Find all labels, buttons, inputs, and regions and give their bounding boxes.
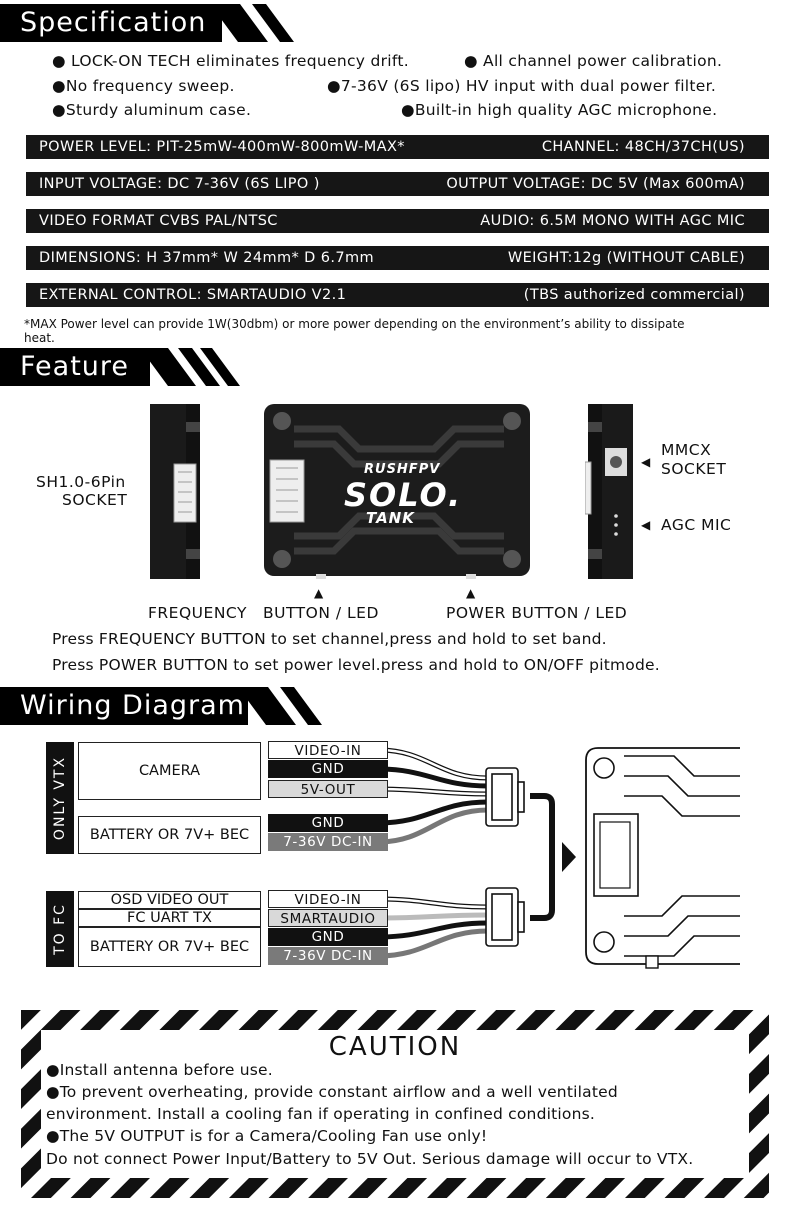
spec-row-power — [26, 135, 769, 159]
caution-line-5: Do not connect Power Input/Battery to 5V Out. Serious damage will occur to VTX. — [46, 1150, 694, 1168]
wire-dc-in-2: 7-36V DC-IN — [268, 947, 388, 965]
caution-line-1: ●Install antenna before use. — [46, 1061, 273, 1079]
spec-external-control: EXTERNAL CONTROL: SMARTAUDIO V2.1 — [39, 287, 347, 303]
vtx-side-view-right — [585, 404, 635, 580]
feature-title: Feature — [0, 348, 150, 386]
specification-header — [0, 4, 300, 42]
camera-box — [78, 742, 261, 800]
vtx-partial-view — [584, 746, 740, 972]
spec-power-level: POWER LEVEL: PIT-25mW-400mW-800mW-MAX* — [39, 139, 405, 155]
fc-uart-tx-box — [78, 909, 261, 927]
wire-gnd-3: GND — [268, 928, 388, 946]
fc-uart-tx-label: FC UART TX — [127, 910, 212, 926]
wire-smartaudio: SMARTAUDIO — [268, 909, 388, 927]
osd-video-out-label: OSD VIDEO OUT — [110, 892, 229, 908]
osd-video-out-box — [78, 891, 261, 909]
spec-bullet-no-sweep: ●No frequency sweep. — [52, 77, 235, 95]
product-sub-logo: TANK — [366, 509, 415, 527]
spec-footnote-line-2: heat. — [24, 331, 55, 345]
mmcx-label-2: SOCKET — [661, 460, 727, 478]
wire-video-in-1: VIDEO-IN — [268, 741, 388, 759]
caution-title: CAUTION — [328, 1032, 462, 1062]
spec-audio: AUDIO: 6.5M MONO WITH AGC MIC — [480, 213, 745, 229]
wiring-header — [0, 687, 330, 725]
wire-gnd-1: GND — [268, 760, 388, 778]
battery-label-2: BATTERY OR 7V+ BEC — [89, 939, 250, 955]
only-vtx-label: ONLY VTX — [52, 755, 68, 841]
sh-socket-label-1: SH1.0-6Pin — [36, 473, 126, 491]
spec-bullet-lockon: ● LOCK-ON TECH eliminates frequency drift. — [52, 52, 409, 70]
vtx-side-view-left — [150, 404, 205, 580]
battery-label-1: BATTERY OR 7V+ BEC — [89, 827, 250, 843]
mmcx-arrow-icon: ◀ — [641, 455, 651, 469]
to-fc-tab — [46, 891, 74, 967]
camera-label: CAMERA — [138, 763, 201, 779]
feature-instruction-1: Press FREQUENCY BUTTON to set channel,press and hold to set band. — [52, 630, 607, 648]
wire-dc-in-1: 7-36V DC-IN — [268, 833, 388, 851]
wire-video-in-2: VIDEO-IN — [268, 890, 388, 908]
agc-arrow-icon: ◀ — [641, 518, 651, 532]
feature-header — [0, 348, 240, 386]
agc-mic-label: AGC MIC — [661, 516, 732, 534]
direction-arrow-icon — [562, 842, 578, 872]
spec-row-voltage — [26, 172, 769, 196]
sh-socket-label-2: SOCKET — [62, 491, 128, 509]
power-button-label: POWER BUTTON / LED — [446, 604, 628, 622]
spec-tbs: (TBS authorized commercial) — [523, 287, 745, 303]
mmcx-label-1: MMCX — [661, 441, 712, 459]
spec-footnote — [24, 317, 685, 345]
caution-line-4: ●The 5V OUTPUT is for a Camera/Cooling Fan use only! — [46, 1127, 488, 1145]
spec-channel: CHANNEL: 48CH/37CH(US) — [541, 139, 745, 155]
freq-button-arrow-icon: ▲ — [314, 586, 324, 600]
spec-video-format: VIDEO FORMAT CVBS PAL/NTSC — [39, 213, 278, 229]
header-stripes-icon — [140, 348, 240, 386]
power-button-arrow-icon: ▲ — [466, 586, 476, 600]
specification-title: Specification — [0, 4, 222, 42]
spec-bullet-hv-input: ●7-36V (6S lipo) HV input with dual power filter. — [327, 77, 717, 95]
spec-output-voltage: OUTPUT VOLTAGE: DC 5V (Max 600mA) — [446, 176, 745, 192]
spec-dimensions: DIMENSIONS: H 37mm* W 24mm* D 6.7mm — [39, 250, 375, 266]
spec-row-dimensions — [26, 246, 769, 270]
brand-logo: RUSHFPV — [364, 462, 441, 477]
spec-weight: WEIGHT:12g (WITHOUT CABLE) — [507, 250, 745, 266]
freq-button-label-2: BUTTON / LED — [263, 604, 379, 622]
caution-line-3: environment. Install a cooling fan if operating in confined conditions. — [46, 1105, 596, 1123]
battery-box-2 — [78, 927, 261, 967]
header-stripes-icon — [238, 687, 328, 725]
header-stripes-icon — [210, 4, 300, 42]
spec-row-control — [26, 283, 769, 307]
wire-gnd-2: GND — [268, 814, 388, 832]
wire-5v-out: 5V-OUT — [268, 780, 388, 798]
spec-bullet-mic: ●Built-in high quality AGC microphone. — [401, 101, 718, 119]
feature-instruction-2: Press POWER BUTTON to set power level.press and hold to ON/OFF pitmode. — [52, 656, 660, 674]
battery-box-1 — [78, 816, 261, 854]
spec-footnote-line-1: *MAX Power level can provide 1W(30dbm) or more power depending on the environment’s ability to dissipate — [24, 317, 685, 331]
freq-button-label-1: FREQUENCY — [148, 604, 247, 622]
spec-bullet-case: ●Sturdy aluminum case. — [52, 101, 252, 119]
to-fc-label: TO FC — [52, 903, 68, 955]
spec-input-voltage: INPUT VOLTAGE: DC 7-36V (6S LIPO ) — [39, 176, 320, 192]
spec-bullet-calibration: ● All channel power calibration. — [464, 52, 723, 70]
caution-line-2: ●To prevent overheating, provide constant airflow and a well ventilated — [46, 1083, 618, 1101]
product-logo: SOLO. — [344, 476, 463, 514]
wiring-title: Wiring Diagram — [0, 687, 248, 725]
only-vtx-tab — [46, 742, 74, 854]
spec-row-video — [26, 209, 769, 233]
